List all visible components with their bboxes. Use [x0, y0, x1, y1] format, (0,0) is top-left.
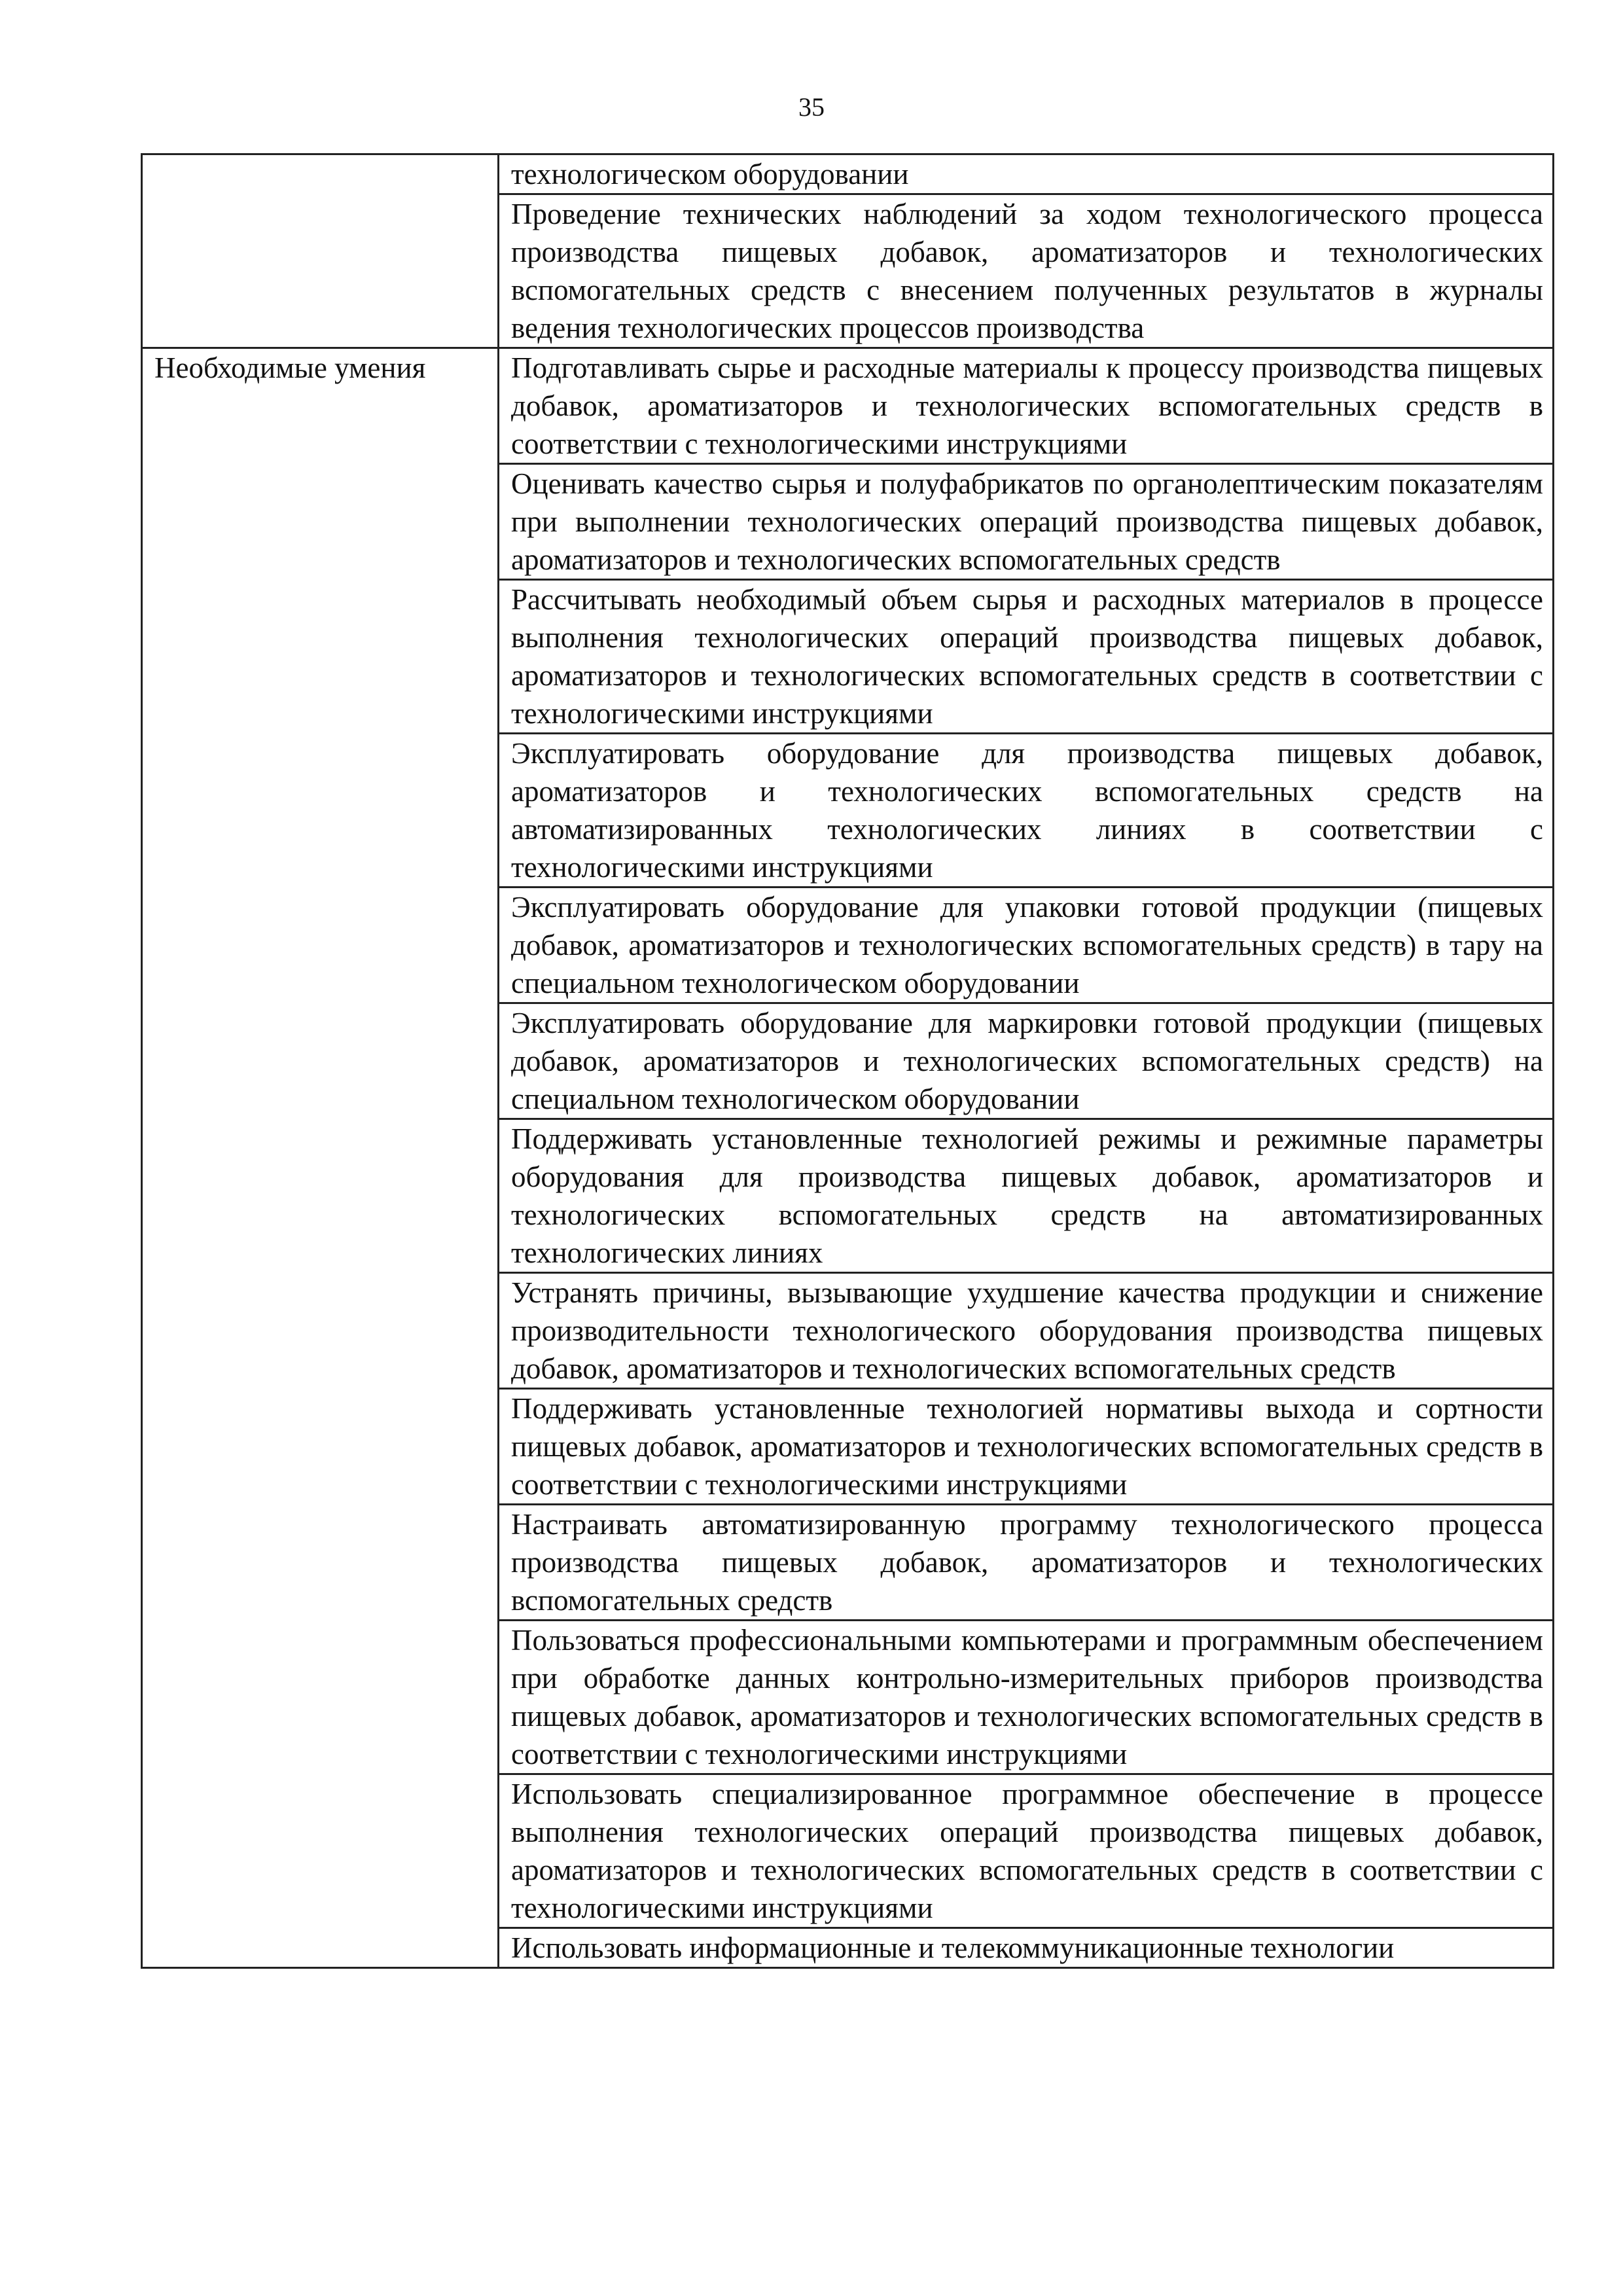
table-row	[142, 348, 1554, 464]
skill-text: Оценивать качество сырья и полуфабрикатов по органолептическим показателям при выполнении технологических операций производства пищевых добавок, ароматизаторов и технологических вспомогательных средств	[511, 467, 1543, 576]
skill-text: Пользоваться профессиональными компьютерами и программным обеспечением при обработке данных контрольно-измерительных приборов производства пищевых добавок, ароматизаторов и технологических вспомогательных средств в соответствии с технологическими инструкциями	[511, 1624, 1543, 1770]
skill-text: Настраивать автоматизированную программу технологического процесса производства пищевых добавок, ароматизаторов и технологических вспомогательных средств	[511, 1508, 1543, 1617]
skill-text: Эксплуатировать оборудование для производства пищевых добавок, ароматизаторов и технологических вспомогательных средств на автоматизированных технологических линиях в соответствии с технологическими инструкциями	[511, 737, 1543, 884]
skill-cell	[499, 1119, 1554, 1273]
skill-cell	[499, 734, 1554, 888]
text-cell	[499, 194, 1554, 348]
skill-cell	[499, 1003, 1554, 1119]
skill-cell	[499, 1928, 1554, 1968]
row-text: технологическом оборудовании	[511, 158, 909, 190]
skill-cell	[499, 580, 1554, 734]
row-text: Проведение технических наблюдений за ходом технологического процесса производства пищевых добавок, ароматизаторов и технологических вспомогательных средств с внесением полученных результатов в журналы ведения технологических процессов производства	[511, 198, 1543, 344]
skill-text: Устранять причины, вызывающие ухудшение качества продукции и снижение производительности технологического оборудования производства пищевых добавок, ароматизаторов и технологических вспомогательных средств	[511, 1276, 1543, 1385]
skill-text: Поддерживать установленные технологией нормативы выхода и сортности пищевых добавок, ароматизаторов и технологических вспомогательных средств в соответствии с технологическими инструкциями	[511, 1392, 1543, 1501]
skills-label-cell	[142, 348, 499, 1968]
page-number: 35	[798, 92, 825, 122]
skill-cell	[499, 1774, 1554, 1928]
skill-text: Подготавливать сырье и расходные материалы к процессу производства пищевых добавок, ароматизаторов и технологических вспомогательных средств в соответствии с технологическими инструкциями	[511, 351, 1543, 460]
skill-text: Использовать специализированное программное обеспечение в процессе выполнения технологических операций производства пищевых добавок, ароматизаторов и технологических вспомогательных средств в соответствии с технологическими инструкциями	[511, 1778, 1543, 1924]
skill-cell	[499, 348, 1554, 464]
text-cell	[499, 154, 1554, 194]
skill-cell	[499, 1273, 1554, 1389]
skill-cell	[499, 888, 1554, 1003]
skill-text: Рассчитывать необходимый объем сырья и расходных материалов в процессе выполнения технологических операций производства пищевых добавок, ароматизаторов и технологических вспомогательных средств в соответствии с технологическими инструкциями	[511, 583, 1543, 730]
skill-text: Эксплуатировать оборудование для упаковки готовой продукции (пищевых добавок, ароматизаторов и технологических вспомогательных средств) в тару на специальном технологическом оборудовании	[511, 891, 1543, 999]
table-row	[142, 154, 1554, 194]
skill-cell	[499, 1621, 1554, 1774]
competency-table	[141, 153, 1554, 1969]
skills-label: Необходимые умения	[154, 351, 426, 384]
skill-cell	[499, 1505, 1554, 1621]
skill-text: Использовать информационные и телекоммуникационные технологии	[511, 1931, 1395, 1964]
skill-text: Эксплуатировать оборудование для маркировки готовой продукции (пищевых добавок, ароматизаторов и технологических вспомогательных средств) на специальном технологическом оборудовании	[511, 1007, 1543, 1115]
skill-cell	[499, 464, 1554, 580]
skill-text: Поддерживать установленные технологией режимы и режимные параметры оборудования для производства пищевых добавок, ароматизаторов и технологических вспомогательных средств на автоматизированных технологических линиях	[511, 1122, 1543, 1269]
skill-cell	[499, 1389, 1554, 1505]
empty-label-cell	[142, 154, 499, 348]
